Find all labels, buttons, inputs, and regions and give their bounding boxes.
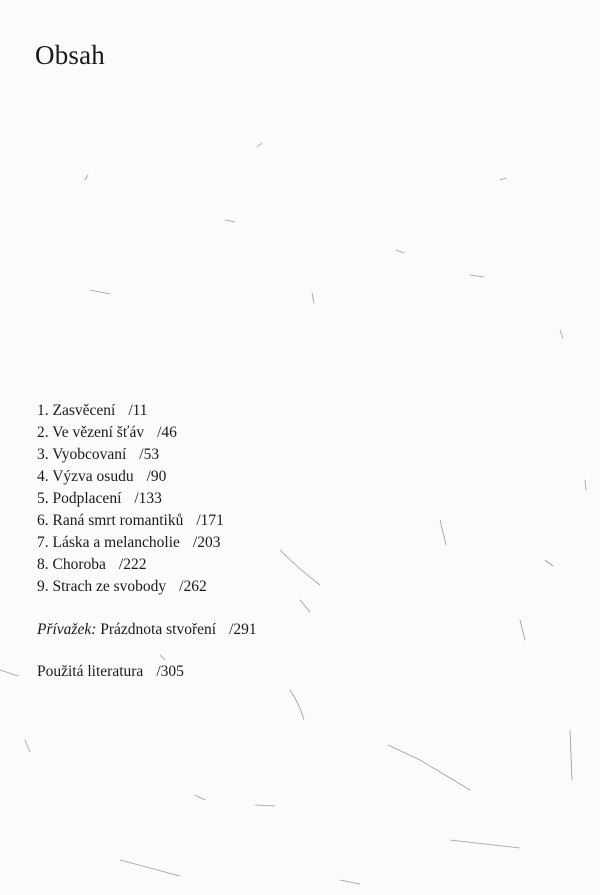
chapter-page: /262 — [179, 578, 207, 595]
chapter-number: 9. — [37, 578, 49, 595]
chapter-title: Zasvěcení — [52, 402, 116, 419]
chapter-page: /171 — [196, 512, 224, 529]
chapter-number: 4. — [37, 468, 49, 485]
page-title: Obsah — [35, 40, 105, 70]
chapter-number: 8. — [37, 556, 49, 573]
chapter-item — [37, 466, 224, 488]
appendix-title: Prázdnota stvoření — [100, 621, 217, 638]
chapter-page: /46 — [157, 424, 177, 441]
bibliography-title: Použitá literatura — [37, 663, 144, 680]
chapter-page: /203 — [192, 534, 221, 551]
chapter-item — [37, 400, 224, 422]
chapter-item — [37, 576, 224, 598]
chapter-item — [37, 444, 224, 466]
chapter-item — [37, 532, 224, 554]
chapter-page: /11 — [128, 402, 148, 419]
chapter-item — [37, 510, 224, 532]
bibliography-entry — [37, 661, 184, 683]
chapter-page: /222 — [118, 556, 147, 573]
chapter-number: 2. — [37, 424, 49, 441]
chapter-list — [37, 400, 224, 598]
bibliography-page: /305 — [156, 663, 184, 680]
chapter-number: 3. — [37, 446, 49, 463]
chapter-title: Strach ze svobody — [52, 578, 167, 595]
chapter-title: Výzva osudu — [52, 468, 134, 485]
chapter-number: 7. — [37, 534, 49, 551]
chapter-page: /133 — [134, 490, 162, 507]
chapter-page: /53 — [139, 446, 160, 463]
chapter-item — [37, 422, 224, 444]
appendix-page: /291 — [229, 621, 257, 638]
appendix-entry — [37, 619, 257, 641]
chapter-title: Podplacení — [52, 490, 122, 507]
chapter-item — [37, 554, 224, 576]
appendix-label: Přívažek: — [37, 621, 97, 638]
chapter-title: Vyobcovaní — [52, 446, 127, 463]
chapter-number: 1. — [37, 402, 49, 419]
chapter-number: 5. — [37, 490, 49, 507]
chapter-title: Láska a melancholie — [52, 534, 180, 551]
chapter-page: /90 — [146, 468, 167, 485]
chapter-title: Raná smrt romantiků — [52, 512, 184, 529]
chapter-item — [37, 488, 224, 510]
chapter-title: Choroba — [52, 556, 106, 573]
chapter-number: 6. — [37, 512, 49, 529]
chapter-title: Ve vězení šťáv — [52, 424, 145, 441]
